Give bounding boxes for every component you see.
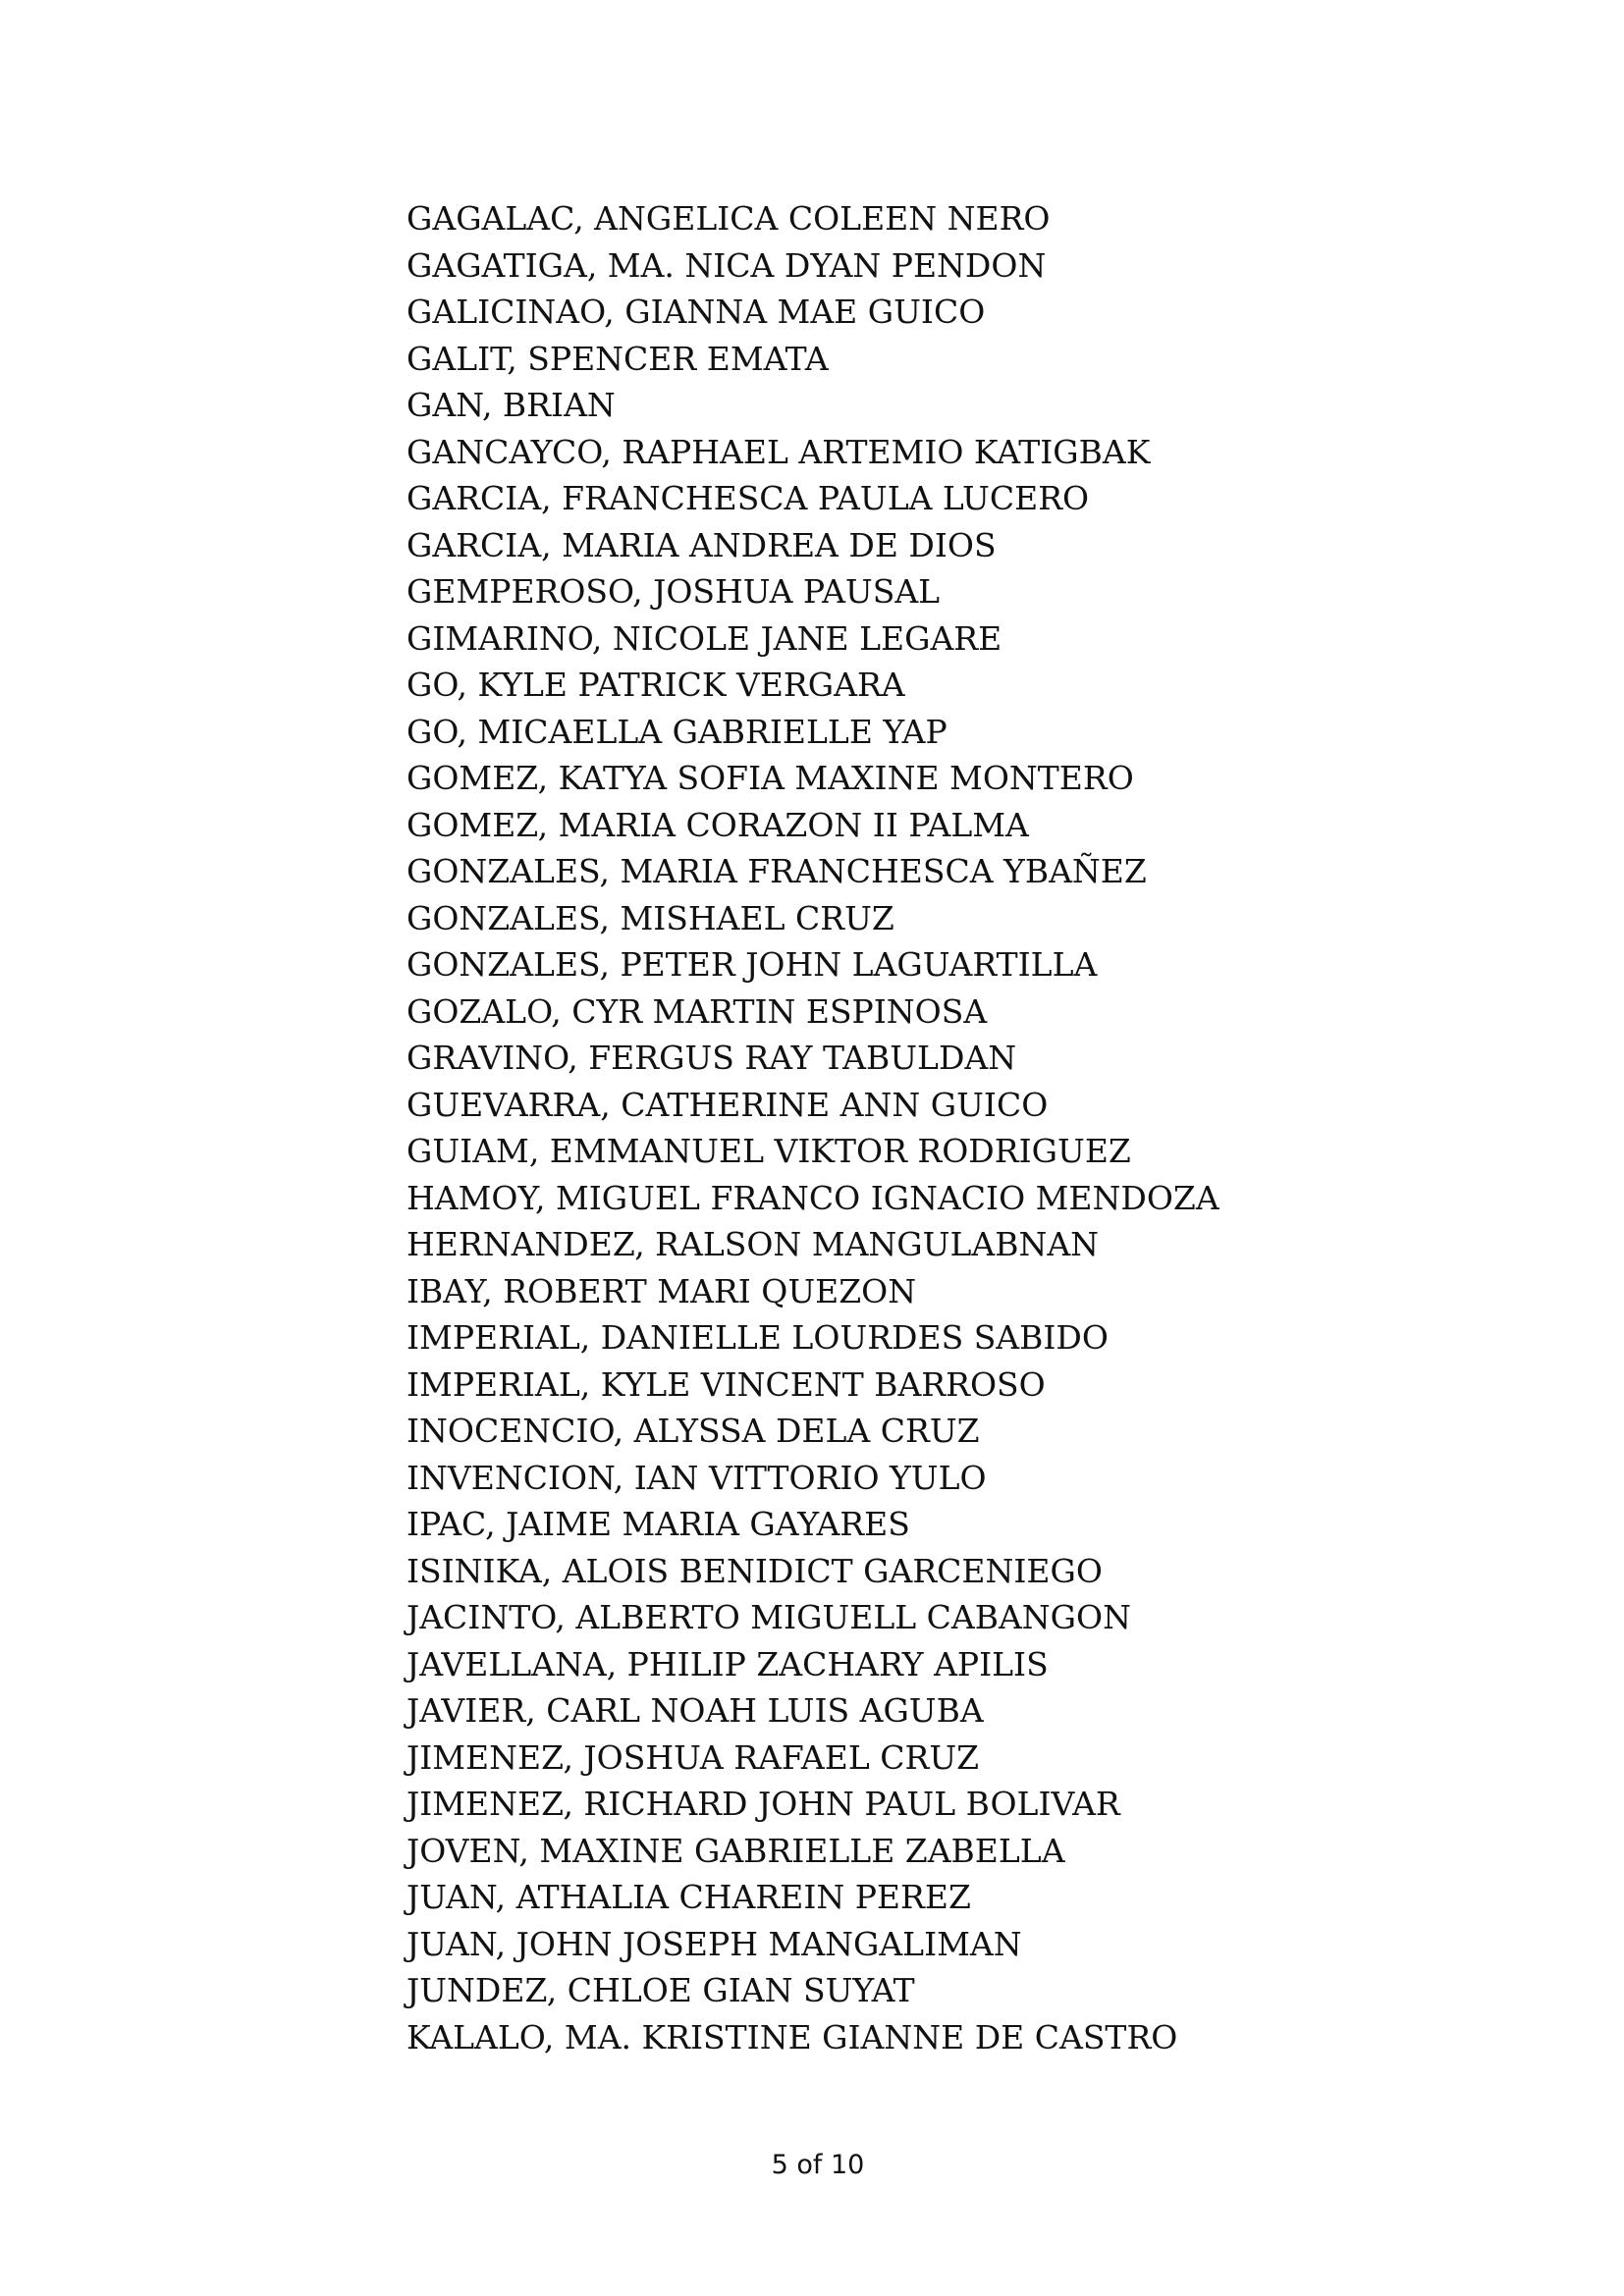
list-item: JIMENEZ, RICHARD JOHN PAUL BOLIVAR — [406, 1785, 1120, 1823]
list-item: HERNANDEZ, RALSON MANGULABNAN — [406, 1225, 1100, 1263]
page-number: 5 of 10 — [771, 2150, 865, 2180]
name-list — [406, 195, 1219, 2060]
list-item: HAMOY, MIGUEL FRANCO IGNACIO MENDOZA — [406, 1178, 1219, 1217]
list-item: GAGALAC, ANGELICA COLEEN NERO — [406, 199, 1051, 238]
list-item: JAVIER, CARL NOAH LUIS AGUBA — [406, 1691, 984, 1730]
list-item: ISINIKA, ALOIS BENIDICT GARCENIEGO — [406, 1551, 1103, 1590]
list-item: IPAC, JAIME MARIA GAYARES — [406, 1505, 910, 1543]
list-item: GAN, BRIAN — [406, 386, 616, 424]
list-item: GONZALES, MISHAEL CRUZ — [406, 898, 894, 937]
list-item: GANCAYCO, RAPHAEL ARTEMIO KATIGBAK — [406, 432, 1151, 471]
list-item: INVENCION, IAN VITTORIO YULO — [406, 1458, 987, 1497]
list-item: GARCIA, FRANCHESCA PAULA LUCERO — [406, 479, 1090, 517]
list-item: GOZALO, CYR MARTIN ESPINOSA — [406, 991, 988, 1031]
list-item: GALIT, SPENCER EMATA — [406, 339, 829, 378]
list-item: INOCENCIO, ALYSSA DELA CRUZ — [406, 1412, 980, 1450]
list-item: GIMARINO, NICOLE JANE LEGARE — [406, 618, 1002, 658]
list-item: JUNDEZ, CHLOE GIAN SUYAT — [406, 1971, 915, 2009]
list-item: IMPERIAL, KYLE VINCENT BARROSO — [406, 1364, 1046, 1404]
list-item: JIMENEZ, JOSHUA RAFAEL CRUZ — [406, 1737, 980, 1777]
list-item: JOVEN, MAXINE GABRIELLE ZABELLA — [406, 1831, 1065, 1870]
list-item: IMPERIAL, DANIELLE LOURDES SABIDO — [406, 1318, 1109, 1357]
list-item: GUEVARRA, CATHERINE ANN GUICO — [406, 1085, 1049, 1124]
list-item: GEMPEROSO, JOSHUA PAUSAL — [406, 572, 941, 611]
list-item: JAVELLANA, PHILIP ZACHARY APILIS — [406, 1644, 1049, 1683]
list-item: GO, MICAELLA GABRIELLE YAP — [406, 712, 947, 751]
list-item: GO, KYLE PATRICK VERGARA — [406, 666, 905, 704]
list-item: GALICINAO, GIANNA MAE GUICO — [406, 293, 986, 331]
list-item: GARCIA, MARIA ANDREA DE DIOS — [406, 525, 997, 564]
list-item: GONZALES, PETER JOHN LAGUARTILLA — [406, 945, 1098, 984]
list-item: GRAVINO, FERGUS RAY TABULDAN — [406, 1039, 1017, 1077]
list-item: JUAN, ATHALIA CHAREIN PEREZ — [406, 1878, 971, 1916]
list-item: JUAN, JOHN JOSEPH MANGALIMAN — [406, 1924, 1022, 1963]
list-item: IBAY, ROBERT MARI QUEZON — [406, 1271, 917, 1310]
list-item: GONZALES, MARIA FRANCHESCA YBAÑEZ — [406, 852, 1147, 890]
list-item: JACINTO, ALBERTO MIGUELL CABANGON — [406, 1598, 1131, 1636]
list-item: GUIAM, EMMANUEL VIKTOR RODRIGUEZ — [406, 1132, 1131, 1170]
list-item: KALALO, MA. KRISTINE GIANNE DE CASTRO — [406, 2017, 1178, 2056]
list-item: GOMEZ, MARIA CORAZON II PALMA — [406, 805, 1029, 844]
list-item: GOMEZ, KATYA SOFIA MAXINE MONTERO — [406, 759, 1134, 797]
list-item: GAGATIGA, MA. NICA DYAN PENDON — [406, 245, 1047, 285]
